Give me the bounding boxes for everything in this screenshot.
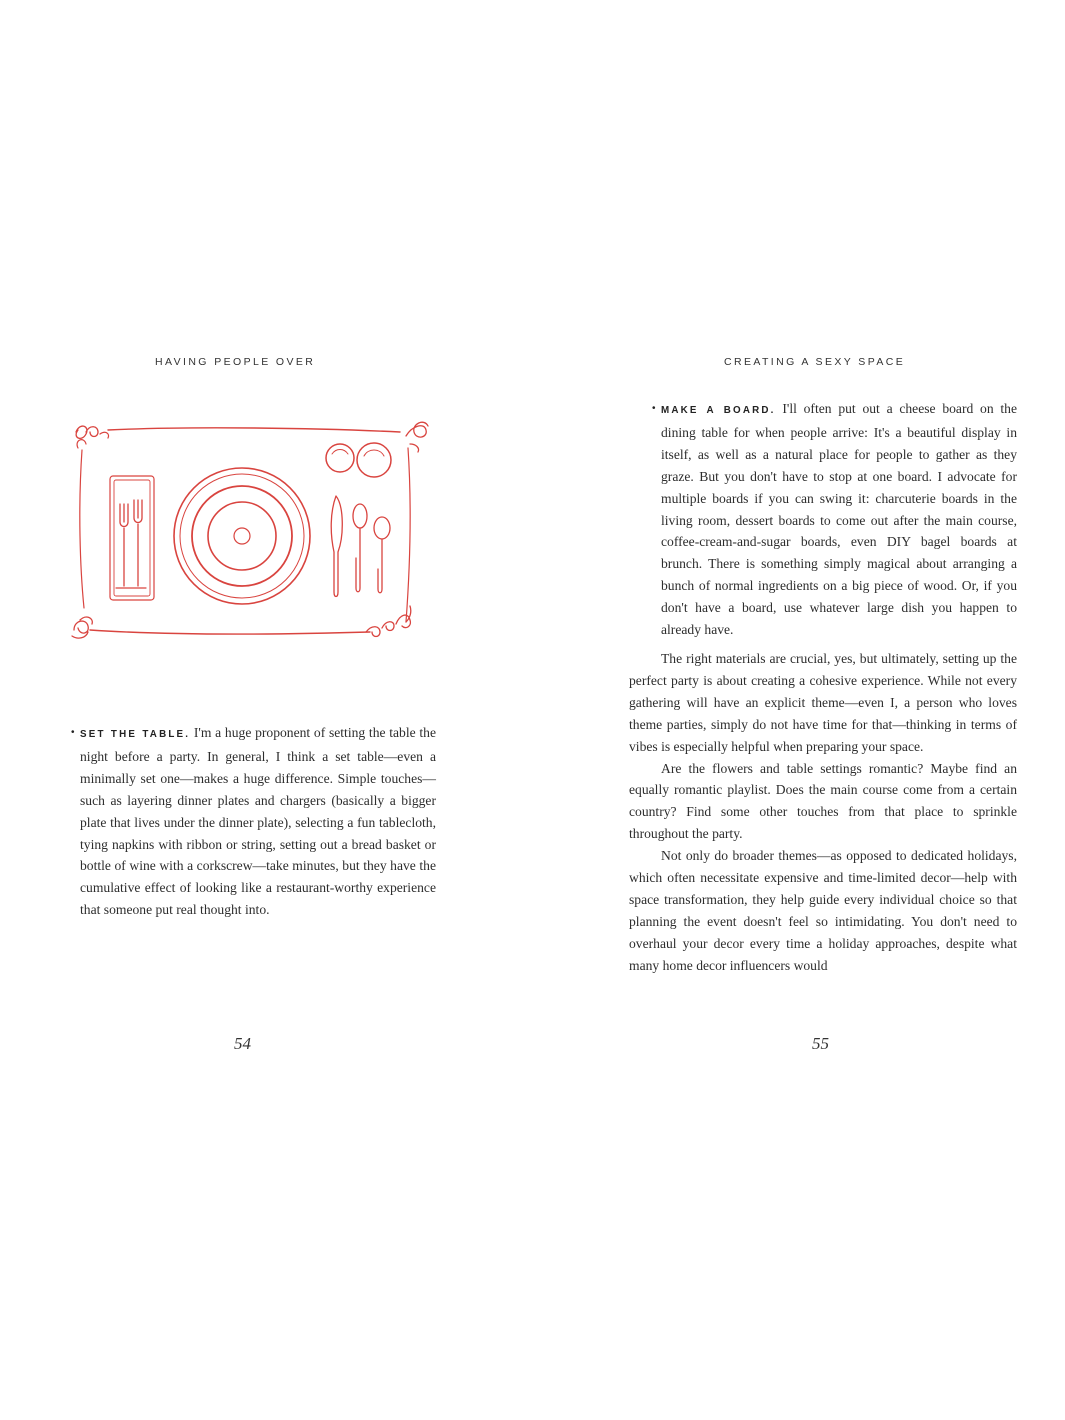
tip-text: I'm a huge proponent of setting the table the night before a party. In general, I think a set table—even a minimally set one—makes a huge difference. Simple touches—such as layering dinner plates and chargers (basically a bigger plate that lives under the dinner plate), selecting a fun tablecloth, tying napkins with ribbon or string, setting out a bread basket or bottle of wine with a corkscrew—take minutes, but they have the cumulative effect of looking like a restaurant-worthy experience that someone put real thought into.	[80, 725, 436, 918]
page-number-left: 54	[234, 1034, 251, 1053]
paragraph: The right materials are crucial, yes, but ultimately, setting up the perfect party is about creating a cohesive experience. While not every gathering will have an explicit theme—even I, a person who loves theme parties, simply do not have time for that—thinking in terms of vibes is especially helpful when preparing your space.	[629, 651, 1017, 754]
tip-set-the-table	[80, 722, 436, 921]
running-head-right: CREATING A SEXY SPACE	[724, 356, 906, 368]
tip-text: I'll often put out a cheese board on the dining table for when people arrive: It's a beautiful display in itself, as well as a natural place for people to gather as they graze. But you don't have to stop at one board. I advocate for multiple boards if you can swing it: charcuterie boards in the living room, dessert boards to come out after the main course, coffee-cream-and-sugar boards, even DIY bagel boards at brunch. There is something simply magical about arranging a bunch of normal ingredients on a big piece of wood. Or, if you don't have a board, use whatever large dish you happen to already have.	[661, 401, 1017, 638]
running-head-left: HAVING PEOPLE OVER	[155, 356, 316, 368]
left-page	[0, 0, 532, 1420]
tip-make-a-board	[661, 398, 1017, 641]
body-paragraphs	[629, 648, 1017, 977]
bullet-icon: •	[652, 403, 656, 414]
paragraph: Are the flowers and table settings romantic? Maybe find an equally romantic playlist. Does the main course come from a certain country? Find some other touches from that place to sprinkle throughout the party.	[629, 760, 1017, 842]
tip-lead: SET THE TABLE.	[80, 729, 191, 740]
place-setting-illustration	[70, 408, 430, 648]
bullet-icon: •	[71, 727, 75, 738]
paragraph: Not only do broader themes—as opposed to dedicated holidays, which often necessitate expensive and time-limited decor—help with space transformation, they help guide every individual choice so that planning the event doesn't feel so intimidating. You don't need to overhaul your decor every time a holiday approaches, despite what many home decor influencers would	[629, 848, 1017, 973]
page-number-right: 55	[812, 1034, 829, 1053]
tip-lead: MAKE A BOARD.	[661, 405, 776, 416]
right-page	[532, 0, 1065, 1420]
